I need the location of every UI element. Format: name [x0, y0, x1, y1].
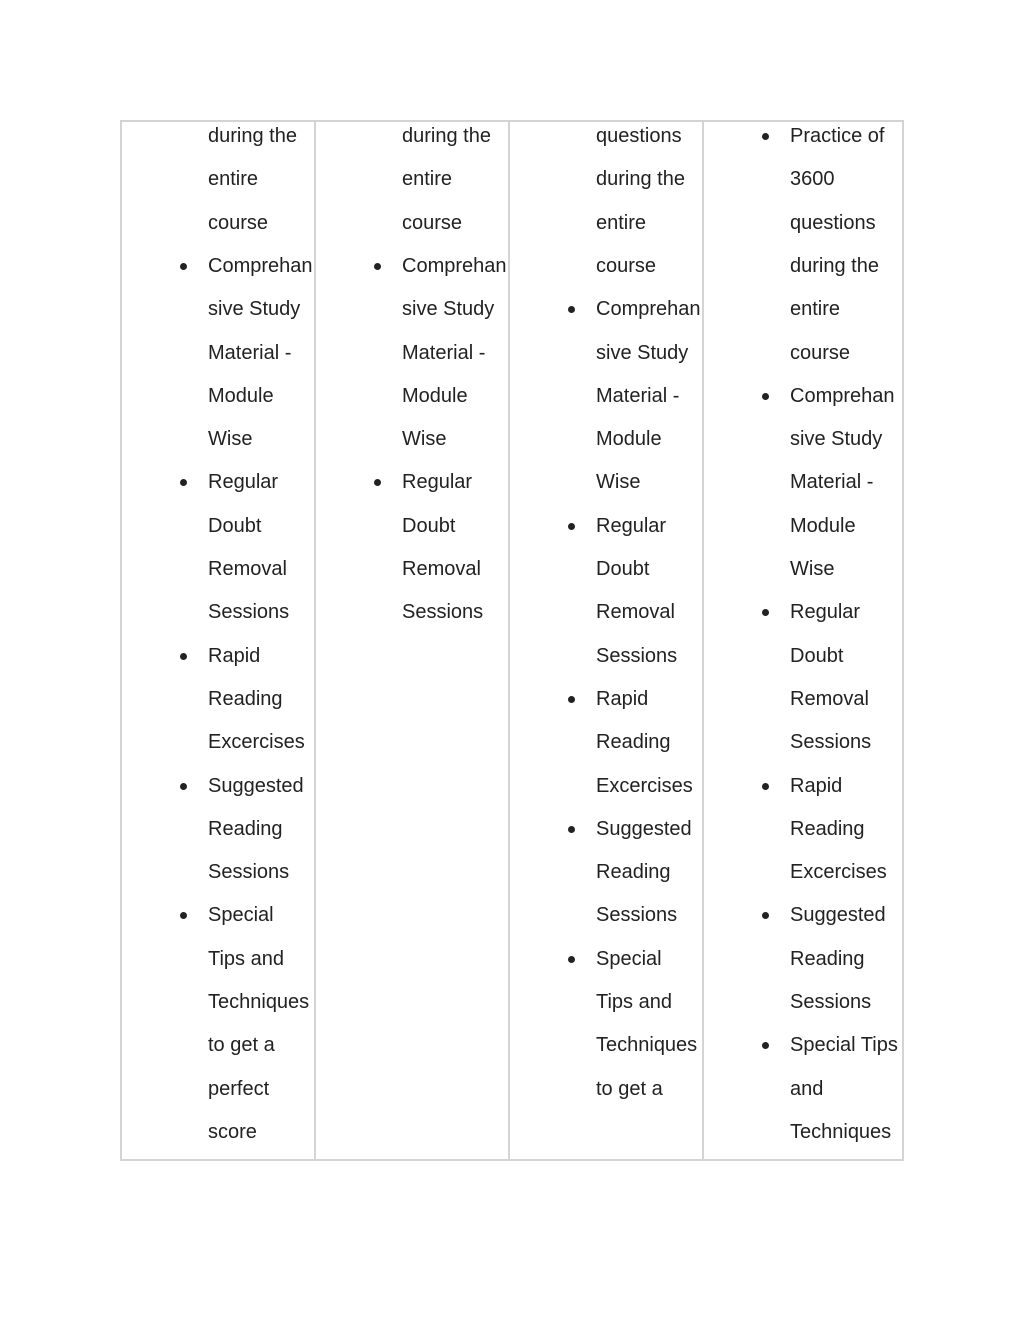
list-item-text: Sessions [208, 861, 290, 884]
table-column-2 [316, 122, 510, 1159]
list-item-text: Tips and [596, 991, 672, 1013]
list-bullet-icon [180, 263, 187, 270]
list-item-text: Rapid [596, 687, 649, 710]
list-bullet-icon [762, 912, 769, 919]
list-bullet-icon [568, 696, 575, 703]
list-item-text: Sessions [596, 644, 678, 667]
list-item-text: Techniques [596, 1034, 698, 1057]
table-column-3 [510, 122, 704, 1159]
list-item-text: perfect [208, 1077, 270, 1100]
list-item-text: Special Tips [790, 1034, 898, 1057]
list-item-text: entire [596, 211, 647, 234]
list-item-text: to get a [596, 1077, 663, 1100]
course-features-table [120, 120, 904, 1161]
list-item-text: Doubt [208, 514, 262, 537]
list-bullet-icon [762, 393, 769, 400]
list-item-text: Module [208, 384, 274, 407]
list-item-text: Sessions [208, 601, 290, 624]
list-bullet-icon [180, 479, 187, 486]
list-item-text: 3600 [790, 168, 835, 191]
list-item-text: Material - [402, 341, 486, 364]
list-item-text: Removal [790, 687, 869, 710]
list-bullet-icon [568, 826, 575, 833]
list-item-text: Removal [208, 558, 287, 580]
list-item-text: Regular [208, 471, 279, 494]
list-item-text: Tips and [208, 947, 284, 970]
list-item-text: questions [596, 125, 682, 147]
list-item-text: entire [402, 168, 453, 191]
list-item-text: Suggested [596, 817, 692, 840]
list-item-text: Reading [596, 861, 671, 884]
list-item-text: Module [596, 428, 662, 451]
list-bullet-icon [762, 783, 769, 790]
list-item-text: and [790, 1077, 824, 1100]
list-item-text: during the [790, 254, 879, 277]
list-item-text: Regular [596, 514, 667, 537]
list-item-text: Excercises [596, 774, 693, 797]
list-item-text: to get a [208, 1034, 275, 1057]
list-item-text: Techniques [208, 991, 310, 1013]
list-item-text: Reading [790, 817, 865, 840]
list-item-text: Comprehan [402, 254, 507, 277]
list-item-text: Comprehan [596, 298, 701, 321]
list-item-text: Suggested [208, 774, 304, 797]
list-item-text: Removal [402, 558, 481, 580]
list-bullet-icon [180, 653, 187, 660]
list-item-text: course [790, 341, 851, 364]
list-bullet-icon [180, 783, 187, 790]
list-item-text: course [208, 211, 269, 234]
list-bullet-icon [762, 1042, 769, 1049]
list-item-text: Reading [596, 731, 671, 754]
table-column-4 [704, 122, 902, 1159]
list-item-text: sive Study [402, 298, 495, 321]
list-item-text: Sessions [596, 904, 678, 927]
list-item-text: sive Study [596, 341, 689, 364]
list-item-text: score [208, 1120, 257, 1143]
list-item-text: Rapid [790, 774, 843, 797]
list-item-text: entire [790, 298, 841, 321]
list-item-text: Module [402, 384, 468, 407]
list-item-text: Wise [596, 471, 641, 494]
list-item-text: Reading [208, 687, 283, 710]
list-item-text: Reading [790, 947, 865, 970]
list-item-text: Special [596, 947, 662, 970]
list-item-text: Rapid [208, 644, 261, 667]
list-item-text: Excercises [208, 731, 305, 754]
list-item-text: Doubt [790, 644, 844, 667]
list-item-text: Regular [402, 471, 473, 494]
list-item-text: Module [790, 514, 856, 537]
list-bullet-icon [762, 133, 769, 140]
list-item-text: Suggested [790, 904, 886, 927]
list-item-text: Comprehan [208, 254, 313, 277]
list-bullet-icon [374, 479, 381, 486]
list-item-text: sive Study [208, 298, 301, 321]
list-item-text: Wise [402, 428, 447, 451]
list-item-text: Practice of [790, 125, 885, 147]
list-item-text: during the [596, 168, 685, 191]
list-item-text: course [402, 211, 463, 234]
list-item-text: Removal [596, 601, 675, 624]
list-bullet-icon [374, 263, 381, 270]
list-item-text: Sessions [790, 991, 872, 1013]
list-item-text: Excercises [790, 861, 887, 884]
list-item-text: Material - [208, 341, 292, 364]
list-item-text: Special [208, 904, 274, 927]
list-item-text: course [596, 254, 657, 277]
list-item-text: questions [790, 211, 876, 234]
list-bullet-icon [568, 956, 575, 963]
list-item-text: Wise [790, 558, 835, 580]
list-item-text: sive Study [790, 428, 883, 451]
list-item-text: Sessions [402, 601, 484, 624]
list-item-text: Doubt [402, 514, 456, 537]
list-bullet-icon [180, 912, 187, 919]
list-bullet-icon [762, 609, 769, 616]
list-item-text: Doubt [596, 558, 650, 580]
list-item-text: Material - [790, 471, 874, 494]
list-item-text: Material - [596, 384, 680, 407]
list-item-text: during the [208, 125, 297, 147]
list-item-text: Regular [790, 601, 861, 624]
list-item-text: during the [402, 125, 491, 147]
table-column-1 [122, 122, 316, 1159]
list-bullet-icon [568, 523, 575, 530]
list-item-text: entire [208, 168, 259, 191]
list-item-text: Techniques [790, 1120, 892, 1143]
list-item-text: Sessions [790, 731, 872, 754]
list-item-text: Reading [208, 817, 283, 840]
list-item-text: Wise [208, 428, 253, 451]
list-item-text: Comprehan [790, 384, 895, 407]
list-bullet-icon [568, 306, 575, 313]
